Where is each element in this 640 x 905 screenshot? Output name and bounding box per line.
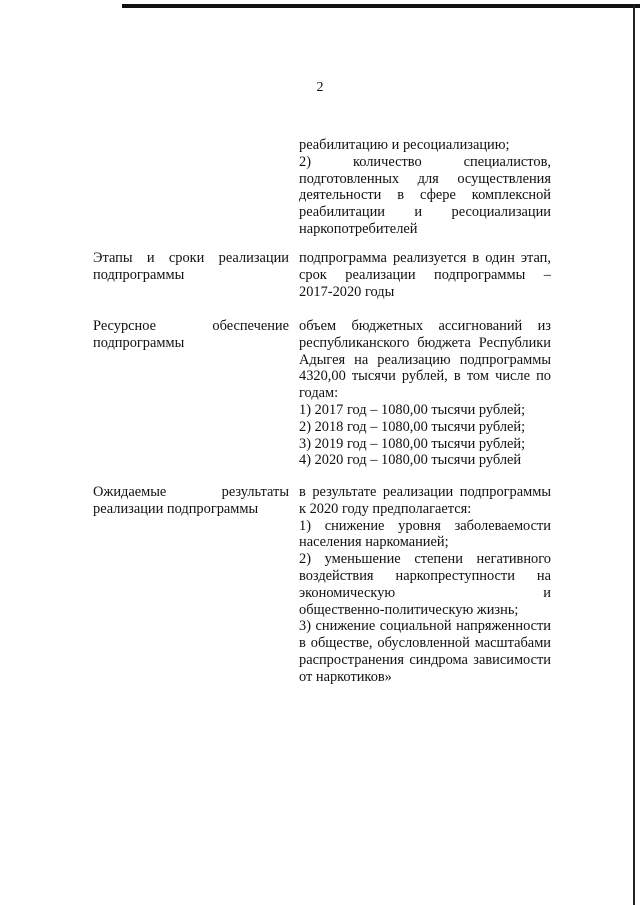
scan-right-edge <box>633 4 635 905</box>
scan-top-border <box>122 4 640 8</box>
value-line: Адыгея на реализацию подпрограммы <box>299 351 551 368</box>
row-value <box>299 250 551 300</box>
value-line: наркопотребителей <box>299 220 418 237</box>
value-line: 2) количество специалистов, <box>299 153 551 170</box>
page-number: 2 <box>316 80 324 95</box>
value-line: от наркотиков» <box>299 668 392 685</box>
value-line: населения наркоманией; <box>299 534 449 551</box>
value-line: реабилитацию и ресоциализацию; <box>299 137 510 153</box>
value-line: в обществе, обусловленной масштабами <box>299 635 551 652</box>
value-line: срок реализации подпрограммы – <box>299 266 551 283</box>
value-line: реабилитации и ресоциализации <box>299 204 551 221</box>
row-label: Этапы и сроки реализации подпрограммы <box>93 250 289 283</box>
value-line: 2) уменьшение степени негативного <box>299 551 551 568</box>
value-line: 2017-2020 годы <box>299 283 395 300</box>
value-line: общественно-политическую жизнь; <box>299 601 519 618</box>
value-line: 3) снижение социальной напряженности <box>299 618 551 635</box>
value-line: республиканского бюджета Республики <box>299 334 551 351</box>
value-line: распространения синдрома зависимости <box>299 651 551 668</box>
value-line: 1) 2017 год – 1080,00 тысячи рублей; <box>299 401 526 418</box>
value-line: 2) 2018 год – 1080,00 тысячи рублей; <box>299 418 526 435</box>
value-line: 4) 2020 год – 1080,00 тысячи рублей <box>299 452 522 469</box>
value-line: 1) снижение уровня заболеваемости <box>299 517 551 534</box>
value-line: годам: <box>299 385 339 402</box>
row-value <box>299 318 551 469</box>
row-label: Ожидаемые результаты реализации подпрограммы <box>93 484 289 517</box>
value-line: 4320,00 тысячи рублей, в том числе по <box>299 368 551 385</box>
value-line: воздействия наркопреступности на <box>299 567 551 584</box>
row-label: Ресурсное обеспечение подпрограммы <box>93 318 289 351</box>
value-line: подготовленных для осуществления <box>299 170 551 187</box>
value-line: экономическую и <box>299 584 551 601</box>
row-value <box>299 137 551 238</box>
row-value <box>299 484 551 686</box>
value-line: деятельности в сфере комплексной <box>299 187 551 204</box>
value-line: 3) 2019 год – 1080,00 тысячи рублей; <box>299 435 526 452</box>
value-line: объем бюджетных ассигнований из <box>299 318 551 334</box>
value-line: подпрограмма реализуется в один этап, <box>299 250 551 266</box>
value-line: к 2020 году предполагается: <box>299 500 472 517</box>
value-line: в результате реализации подпрограммы <box>299 484 551 500</box>
